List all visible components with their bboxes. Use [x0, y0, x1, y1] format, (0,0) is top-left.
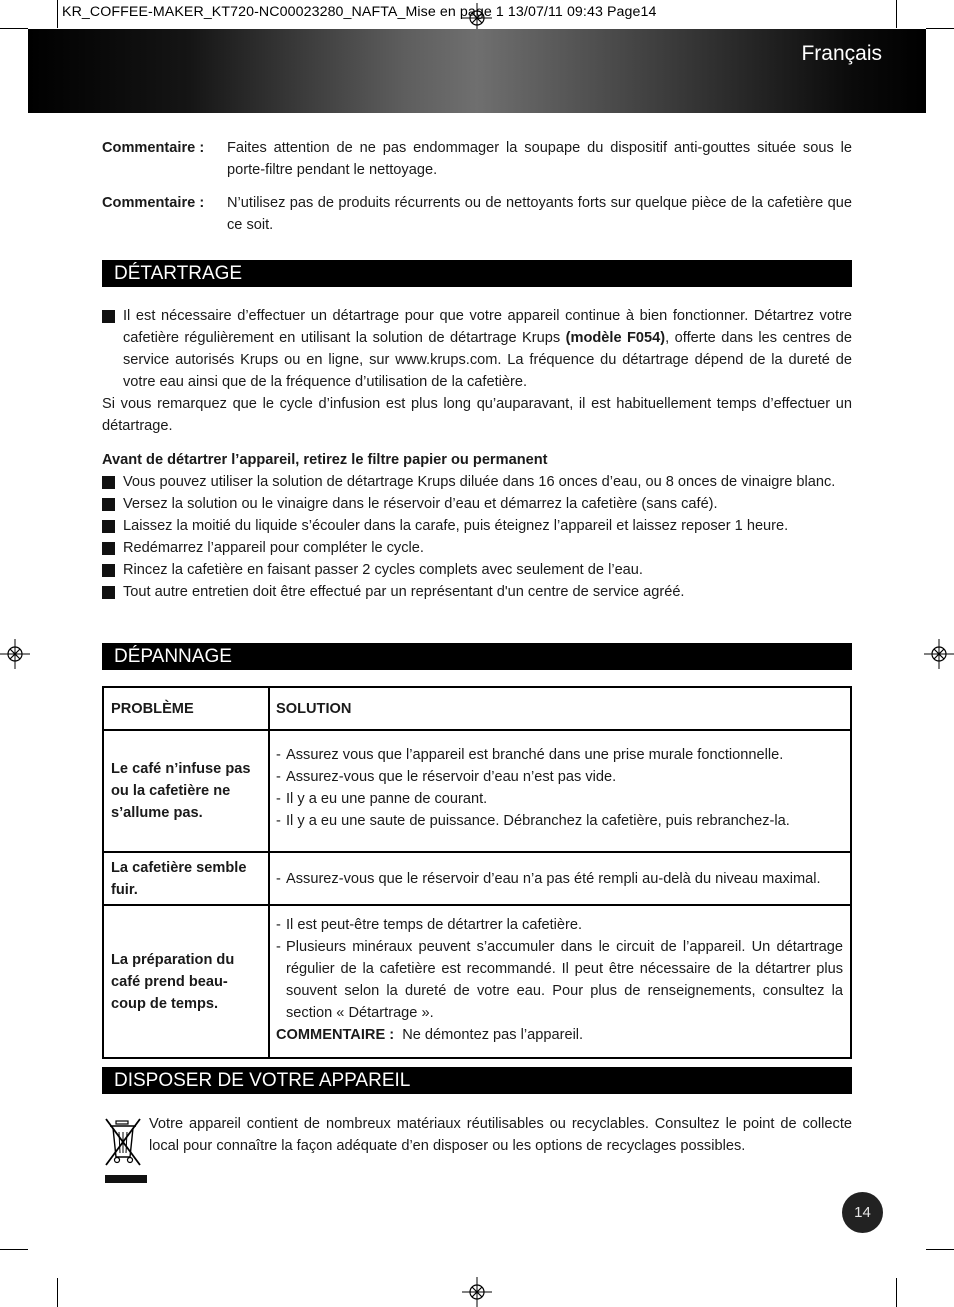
bullet-square-icon	[102, 498, 115, 511]
list-item: Vous pouvez utiliser la solution de détartrage Krups diluée dans 16 onces d’eau, ou 8 onces de vinaigre blanc.	[102, 471, 852, 493]
bullet-square-icon	[102, 310, 115, 323]
solution-item: - Assurez vous que l’appareil est branché dans une prise murale fonctionnelle.	[276, 744, 843, 766]
solution-cell	[269, 905, 851, 1058]
bullet-square-icon	[102, 586, 115, 599]
comment-text: N’utilisez pas de produits récurrents ou de nettoyants forts sur quelque pièce de la cafetière que ce soit.	[227, 195, 852, 233]
solution-cell	[269, 852, 851, 905]
troubleshooting-table	[102, 686, 852, 1059]
list-item: Il est nécessaire d’effectuer un détartrage pour que votre appareil continue à bien fonctionner. Détartrez votre cafetière régulièrement en utilisant la solution de détartrage Krups (modèle F054), offerte dans les centres de service autorisés Krups ou en ligne, sur www.krups.com. La fréquence du détartrage dépend de la dureté de votre eau ainsi que de la fréquence d’utilisation de la cafetière.	[102, 305, 852, 393]
solution-note	[276, 1024, 843, 1046]
model-number: (modèle F054)	[565, 330, 666, 346]
bullet-square-icon	[102, 564, 115, 577]
list-item: Versez la solution ou le vinaigre dans le réservoir d’eau et démarrez la cafetière (sans café).	[102, 493, 852, 515]
table-row	[103, 905, 851, 1058]
problem-cell: Le café n’infuse pas ou la cafetière ne s’allume pas.	[103, 730, 269, 852]
bullet-square-icon	[102, 476, 115, 489]
problem-cell: La cafetière semble fuir.	[103, 852, 269, 905]
registration-mark-icon	[924, 639, 954, 669]
detartrage-paragraph: Si vous remarquez que le cycle d’infusion est plus long qu’auparavant, il est habituellement temps d’effectuer un détartrage.	[102, 396, 852, 434]
detartrage-intro	[102, 305, 852, 437]
section-title-detartrage: DÉTARTRAGE	[102, 260, 852, 287]
section-title-disposer: DISPOSER DE VOTRE APPAREIL	[102, 1067, 852, 1094]
table-row	[103, 730, 851, 852]
crop-mark	[896, 1278, 897, 1307]
solution-item: - Il y a eu une panne de courant.	[276, 788, 843, 810]
disposal-text: Votre appareil contient de nombreux matériaux réutilisables ou recyclables. Consultez le point de collecte local pour connaître la façon adéquate d’en disposer ou les options de recyclages possibles.	[149, 1116, 852, 1154]
comment-label: Commentaire :	[102, 195, 205, 211]
solution-item: - Assurez-vous que le réservoir d’eau n’est pas vide.	[276, 766, 843, 788]
comment-note	[102, 137, 852, 181]
crop-mark	[57, 0, 58, 28]
note-label: COMMENTAIRE :	[276, 1026, 395, 1043]
comment-text: Faites attention de ne pas endommager la soupape du dispositif anti-gouttes située sous le porte-filtre pendant le nettoyage.	[227, 140, 852, 178]
comment-note	[102, 192, 852, 236]
solution-item: - Il y a eu une saute de puissance. Débranchez la cafetière, puis rebranchez-la.	[276, 810, 843, 832]
language-label: Français	[801, 42, 882, 65]
column-header-problem: PROBLÈME	[103, 687, 269, 730]
problem-cell: La préparation du café prend beau-coup de temps.	[103, 905, 269, 1058]
crop-mark	[896, 0, 897, 28]
print-slug: KR_COFFEE-MAKER_KT720-NC00023280_NAFTA_Mise en page 1 13/07/11 09:43 Page14	[62, 4, 657, 20]
crop-mark	[57, 1278, 58, 1307]
registration-mark-icon	[0, 639, 30, 669]
solution-cell	[269, 730, 851, 852]
crop-mark	[926, 28, 954, 29]
page-number: 14	[842, 1192, 883, 1233]
comment-label: Commentaire :	[102, 140, 205, 156]
header-band	[28, 29, 926, 113]
column-header-solution: SOLUTION	[269, 687, 851, 730]
crop-mark	[926, 1249, 954, 1250]
crossed-bin-icon	[104, 1117, 148, 1185]
bullet-square-icon	[102, 520, 115, 533]
list-item: Redémarrez l’appareil pour compléter le cycle.	[102, 537, 852, 559]
detartrage-subheading: Avant de détartrer l’appareil, retirez le filtre papier ou permanent	[102, 452, 548, 468]
note-text: Ne démontez pas l’appareil.	[402, 1026, 584, 1043]
list-item: Laissez la moitié du liquide s’écouler dans la carafe, puis éteignez l’appareil et laissez reposer 1 heure.	[102, 515, 852, 537]
detartrage-steps	[102, 449, 852, 603]
list-item: Rincez la cafetière en faisant passer 2 cycles complets avec seulement de l’eau.	[102, 559, 852, 581]
table-row	[103, 852, 851, 905]
crop-mark	[0, 28, 28, 29]
list-item: Tout autre entretien doit être effectué par un représentant d'un centre de service agréé.	[102, 581, 852, 603]
solution-item: - Il est peut-être temps de détartrer la cafetière.	[276, 914, 843, 936]
section-title-depannage: DÉPANNAGE	[102, 643, 852, 670]
crop-mark	[0, 1249, 28, 1250]
solution-item: - Plusieurs minéraux peuvent s’accumuler dans le circuit de l’appareil. Un détartrage régulier de la cafetière est recommandé. Il peut être nécessaire de la détartrer plus souvent selon la dureté de votre eau. Pour plus de renseignements, consultez la section « Détartrage ».	[276, 936, 843, 1024]
solution-item: - Assurez-vous que le réservoir d’eau n’a pas été rempli au-delà du niveau maximal.	[276, 868, 843, 890]
table-header-row	[103, 687, 851, 730]
registration-mark-icon	[462, 1277, 492, 1307]
bullet-square-icon	[102, 542, 115, 555]
